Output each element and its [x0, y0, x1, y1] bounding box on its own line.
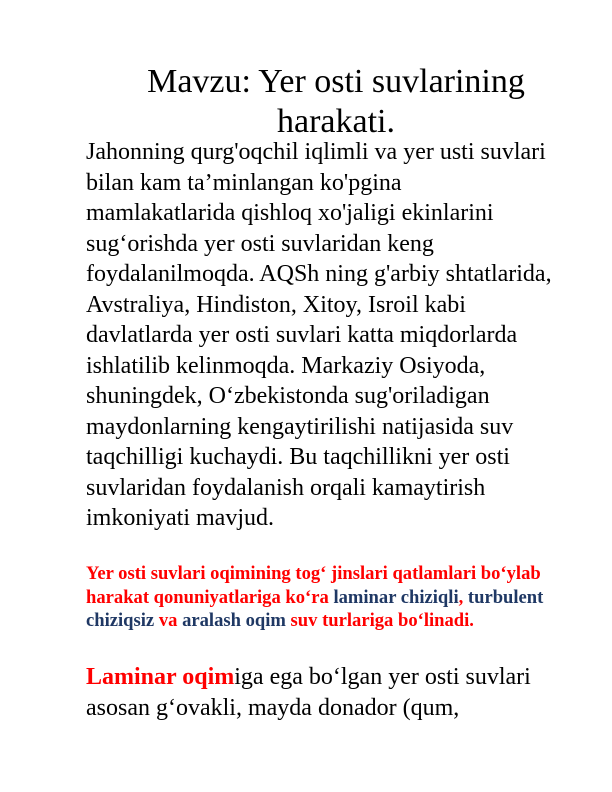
laminar-term: laminar chiziqli — [333, 586, 459, 608]
classification-text-part-1: Yer osti suvlari oqimining tog‘ jinslari qatlamlari bo‘ylab harakat qonuniyatlariga ko‘ra — [86, 563, 541, 608]
laminar-flow-text: iga ega bo‘lgan yer osti suvlari asosan g‘ovakli, mayda donador (qum, — [86, 664, 531, 721]
mixed-flow-term: aralash oqim — [182, 610, 286, 632]
conjunction-va: va — [154, 610, 183, 632]
classification-text-part-end: suv turlariga bo‘linadi. — [285, 610, 474, 632]
intro-paragraph: Jahonning qurg'oqchil iqlimli va yer usti suvlari bilan kam ta’minlangan ko'pgina mamlakatlarida qishloq xo'jaligi ekinlarini sug‘orishda yer osti suvlaridan keng foydalanilmoqda. AQSh ning g'arbiy shtatlarida, Avstraliya, Hindiston, Xitoy, Isroil kabi davlatlarda yer osti suvlari katta miqdorlarda ishlatilib kelinmoqda. Markaziy Osiyoda, shuningdek, O‘zbekistonda sug'oriladigan maydonlarning kengaytirilishi natijasida suv taqchilligi kuchaydi. Bu taqchillikni yer osti suvlaridan foydalanish orqali kamaytirish imkoniyati mavjud. — [86, 139, 552, 531]
turbulent-term: turbulent chiziqsiz — [86, 586, 544, 632]
classification-paragraph — [86, 562, 566, 633]
laminar-flow-lead: Laminar oqim — [86, 664, 235, 690]
comma-separator: , — [458, 586, 468, 608]
laminar-flow-paragraph — [86, 662, 576, 723]
document-title: Mavzu: Yer osti suvlarining harakati. — [147, 63, 525, 140]
